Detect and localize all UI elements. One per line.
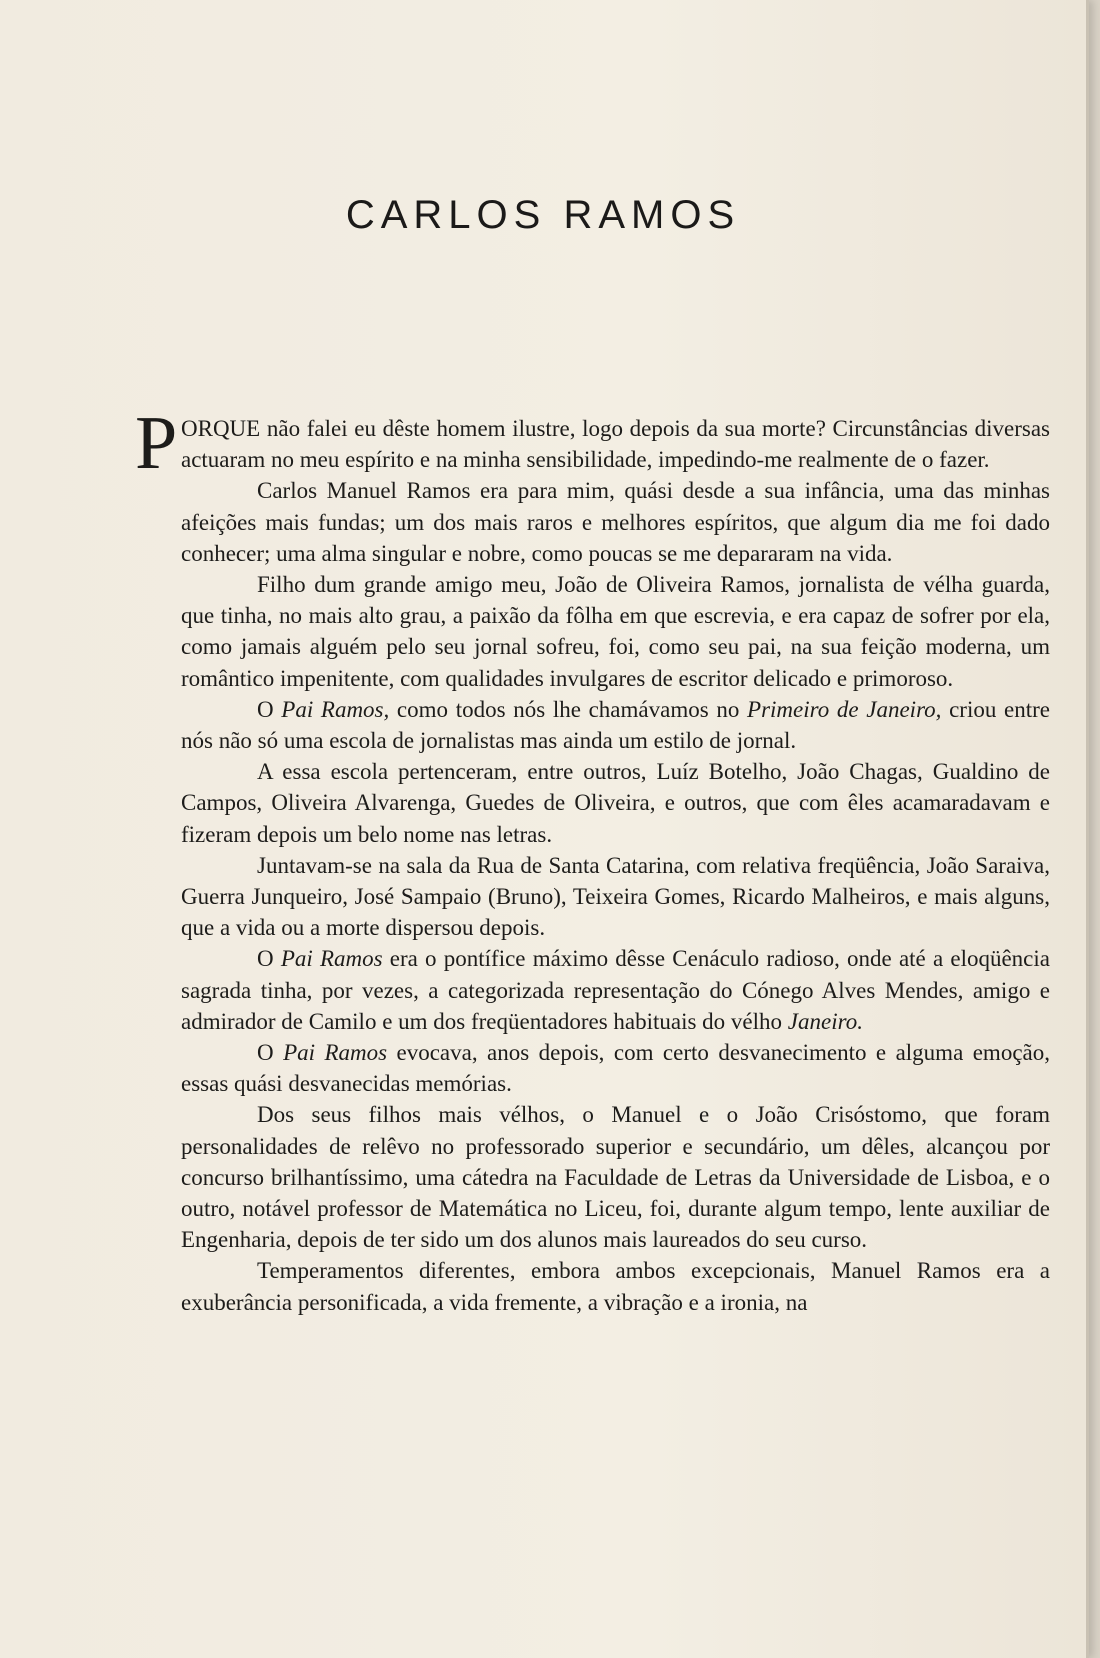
paragraph-7: O Pai Ramos era o pontífice máximo dêsse Cenáculo radioso, onde até a eloqüência sagrada tinha, por vezes, a categorizada representação do Cónego Alves Mendes, amigo e admirador de Camilo e um dos freqüentadores habituais do vélho Janeiro. [181,946,1050,1034]
page-title: CARLOS RAMOS [345,193,741,237]
italic-name: Pai Ramos [280,946,383,972]
drop-cap: P [135,401,178,485]
italic-newspaper: Janeiro. [787,1008,863,1034]
paragraph-3: Filho dum grande amigo meu, João de Oliveira Ramos, jornalista de vélha guarda, que tinha, no mais alto grau, a paixão da fôlha em que escrevia, e era capaz de sofrer por ela, como jamais alguém pelo seu jornal sofreu, foi, como seu pai, na sua feição moderna, um romântico impenitente, com qualidades invulgares de escritor delicado e primoroso. [181,572,1050,691]
paragraph-10: Temperamentos diferentes, embora ambos excepcionais, Manuel Ramos era a exuberância personificada, a vida fremente, a vibração e a ironia, na [181,1258,1050,1315]
italic-newspaper: Primeiro de Janeiro, [747,696,942,722]
italic-name: Pai Ramos [283,1040,388,1066]
paragraph-5: A essa escola pertenceram, entre outros, Luíz Botelho, João Chagas, Gualdino de Campos, Oliveira Alvarenga, Guedes de Oliveira, e outros, que com êles acamaradavam e fizeram depois um belo nome nas letras. [181,759,1050,847]
paragraph-2: Carlos Manuel Ramos era para mim, quási desde a sua infância, uma das minhas afeições mais fundas; um dos mais raros e melhores espíritos, que algum dia me foi dado conhecer; uma alma singular e nobre, como poucas se me depararam na vida. [181,478,1050,566]
body-text [181,413,1050,1318]
paragraph-4: O Pai Ramos, como todos nós lhe chamávamos no Primeiro de Janeiro, criou entre nós não só uma escola de jornalistas mas ainda um estilo de jornal. [181,696,1050,754]
paragraph-8: O Pai Ramos evocava, anos depois, com certo desvanecimento e alguma emoção, essas quási desvanecidas memórias. [181,1040,1050,1097]
paragraph-9: Dos seus filhos mais vélhos, o Manuel e o João Crisóstomo, que foram personalidades de relêvo no professorado superior e secundário, um dêles, alcançou por concurso brilhantíssimo, uma cátedra na Faculdade de Letras da Universidade de Lisboa, e o outro, notável professor de Matemática no Liceu, foi, durante algum tempo, lente auxiliar de Engenharia, depois de ter sido um dos alunos mais laureados do seu curso. [181,1102,1050,1253]
paragraph-1: ORQUE não falei eu dêste homem ilustre, logo depois da sua morte? Circunstâncias diversas actuaram no meu espírito e na minha sensibilidade, impedindo-me realmente de o fazer. [181,416,1050,473]
italic-name: Pai Ramos, [281,696,390,722]
paragraph-6: Juntavam-se na sala da Rua de Santa Catarina, com relativa freqüência, João Saraiva, Guerra Junqueiro, José Sampaio (Bruno), Teixeira Gomes, Ricardo Malheiros, e mais alguns, que a vida ou a morte dispersou depois. [181,852,1050,941]
